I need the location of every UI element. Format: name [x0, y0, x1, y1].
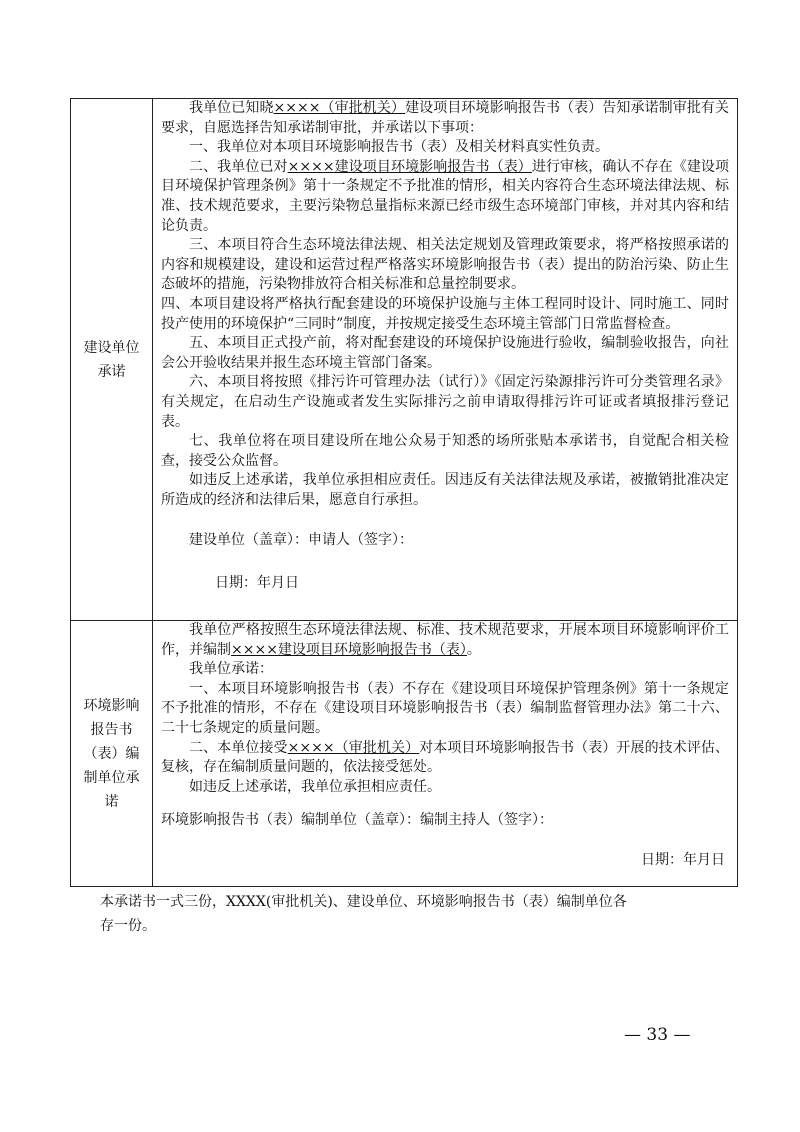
- text-span: 。: [466, 641, 481, 658]
- page-number: — 33 —: [624, 1025, 691, 1045]
- violation-clause: 如违反上述承诺，我单位承担相应责任。因违反有关法律法规及承诺，被撤销批准决定所造成的经济和法律后果，愿意自行承担。: [161, 472, 729, 508]
- item-6: 六、本项目将按照《排污许可管理办法（试行）》《固定污染源排污许可分类管理名录》有关规定，在启动生产设施或者发生实际排污之前申请取得排污许可证或者填报排污登记表。: [161, 374, 729, 430]
- construction-unit-label: [71, 99, 153, 621]
- commitment-table: [70, 98, 738, 887]
- item-1: 一、我单位对本项目环境影响报告书（表）及相关材料真实性负责。: [189, 139, 609, 156]
- text-span: 我单位严格按照生态环境法律法规、标准、技术规范要求，开展本项目环境影响评价工作，并编制: [161, 622, 729, 658]
- approval-authority-underlined: ××××（审批机关）: [287, 739, 420, 756]
- footer-note: [100, 890, 740, 938]
- item-1: 一、本项目环境影响报告书（表）不存在《建设项目环境保护管理条例》第十一条规定不予批准的情形，不存在《建设项目环境影响报告书（表）编制监督管理办法》第二十六、二十七条规定的质量问题。: [161, 680, 729, 736]
- project-report-underlined: ××××建设项目环境影响报告书（表）: [231, 641, 467, 658]
- label-line: （表）编: [83, 745, 140, 762]
- project-report-underlined: ××××建设项目环境影响报告书（表）: [287, 158, 532, 175]
- text-span: 二、本单位接受: [189, 739, 288, 756]
- approval-authority-underlined: ××××（审批机关）: [273, 100, 406, 116]
- report-compiler-row: [71, 621, 738, 887]
- intro-paragraph: [161, 99, 729, 138]
- label-line: 制单位承: [83, 769, 140, 786]
- item-5: 五、本项目正式投产前，将对配套建设的环境保护设施进行验收，编制验收报告，向社会公开验收结果并报生态环境主管部门备案。: [161, 335, 729, 371]
- construction-unit-row: [71, 99, 738, 621]
- construction-unit-content: [153, 99, 738, 621]
- label-line: 环境影响: [83, 697, 140, 714]
- signature-line: 环境影响报告书（表）编制单位（盖章）：编制主持人（签字）：: [161, 812, 553, 829]
- label-line: 建设单位: [83, 339, 140, 356]
- violation-clause: 如违反上述承诺，我单位承担相应责任。: [189, 778, 441, 795]
- report-compiler-label: [71, 621, 153, 887]
- date-line: 日期：年月日: [641, 851, 725, 868]
- intro-paragraph: [161, 621, 729, 660]
- label-line: 报告书: [90, 721, 133, 738]
- item-7: 七、我单位将在项目建设所在地公众易于知悉的场所张贴本承诺书，自觉配合相关检查，接受公众监督。: [161, 433, 729, 469]
- text-span: 建设项目环境影响报告书（表）告知承诺制审批有关要求，自愿选择告知承诺制审批，并承诺以下事项：: [161, 100, 730, 136]
- text-span: 对本项目环境影响报告书（表）开展的技术评估、复核，存在编制质量问题的，依法接受惩处。: [161, 739, 730, 776]
- footer-note-line: 存一份。: [100, 918, 156, 934]
- label-line: 承诺: [97, 363, 126, 380]
- item-3: 三、本项目符合生态环境法律法规、相关法定规划及管理政策要求，将严格按照承诺的内容和规模建设，建设和运营过程严格落实环境影响报告书（表）提出的防治污染、防止生态破坏的措施，污染物排放符合相关标准和总量控制要求。: [161, 237, 729, 293]
- text-span: 进行审核，确认不存在《建设项目环境保护管理条例》第十一条规定不予批准的情形，相关内容符合生态环境法律法规、标准、技术规范要求，主要污染物总量指标来源已经市级生态环境部门审核，并对其内容和结论负责。: [161, 158, 730, 234]
- signature-line: 建设单位（盖章）：申请人（签字）：: [189, 532, 413, 549]
- item-2: [161, 158, 729, 236]
- item-4: 四、本项目建设将严格执行配套建设的环境保护设施与主体工程同时设计、同时施工、同时投产使用的环境保护“三同时”制度，并按规定接受生态环境主管部门日常监督检查。: [161, 295, 729, 332]
- text-span: 我单位已知晓: [189, 100, 274, 116]
- report-compiler-content: [153, 621, 738, 887]
- item-2: [161, 739, 729, 778]
- text-span: 二、我单位已对: [189, 158, 288, 175]
- footer-note-line: 本承诺书一式三份，XXXX(审批机关)、建设单位、环境影响报告书（表）编制单位各: [100, 894, 627, 910]
- pledge-line: 我单位承诺：: [189, 661, 273, 678]
- label-line: 诺: [104, 793, 119, 810]
- date-line: 日期：年月日: [215, 575, 299, 592]
